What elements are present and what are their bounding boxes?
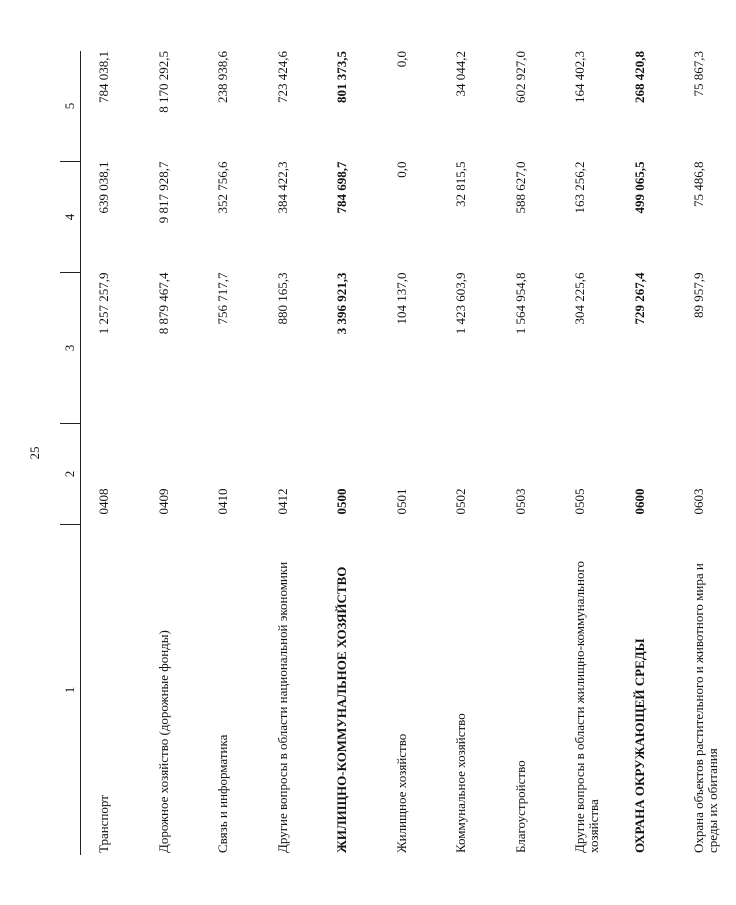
- row-value-col5: 75 867,3: [691, 51, 706, 97]
- row-value-col5: 0,0: [393, 51, 409, 68]
- row-value-col3: 756 717,7: [215, 272, 230, 325]
- row-value-col5: 801 373,5: [334, 51, 349, 103]
- table-header-row: [60, 51, 81, 855]
- row-value-col5: 268 420,8: [631, 51, 647, 103]
- row-name-cell: Другие вопросы в области жилищно-коммунального хозяйства: [572, 561, 601, 853]
- row-value-col4: 9 817 928,7: [155, 161, 171, 224]
- row-name-cell: Связь и информатика: [215, 734, 230, 853]
- row-value-col3: 1 423 603,9: [453, 272, 468, 335]
- row-name-cell: ЖИЛИЩНО-КОММУНАЛЬНОЕ ХОЗЯЙСТВО: [334, 566, 349, 853]
- row-value-col5: 784 038,1: [96, 51, 111, 103]
- row-value-col3: 729 267,4: [631, 272, 647, 325]
- row-value-col3: 1 257 257,9: [96, 272, 111, 335]
- row-value-col5: 8 170 292,5: [155, 51, 171, 113]
- row-value-col3: 304 225,6: [572, 272, 587, 325]
- row-value-col4: 588 627,0: [512, 161, 528, 214]
- row-code-cell: 0502: [453, 488, 468, 515]
- page-number: 25: [27, 446, 42, 460]
- row-value-col3: 880 165,3: [274, 272, 290, 325]
- row-value-col4: 384 422,3: [274, 161, 290, 214]
- row-value-col4: 75 486,8: [691, 161, 706, 207]
- row-name-cell: Дорожное хозяйство (дорожные фонды): [155, 630, 171, 853]
- row-value-col3: 3 396 921,3: [334, 272, 349, 335]
- row-code-cell: 0408: [96, 488, 111, 515]
- table-row: [498, 51, 558, 855]
- table-row: [260, 51, 320, 855]
- table-row: [676, 51, 736, 855]
- header-col-4: 4: [60, 162, 81, 273]
- row-code-cell: 0603: [691, 488, 706, 515]
- row-value-col5: 34 044,2: [453, 51, 468, 97]
- row-name-cell: Другие вопросы в области национальной экономики: [274, 561, 290, 853]
- table-row: [379, 51, 439, 855]
- row-value-col5: 238 938,6: [215, 51, 230, 103]
- row-value-col3: 104 137,0: [393, 272, 409, 325]
- row-name-cell: Коммунальное хозяйство: [453, 713, 468, 853]
- row-code-cell: 0501: [393, 488, 409, 515]
- header-col-1: 1: [60, 525, 81, 856]
- header-col-2: 2: [60, 424, 81, 525]
- budget-table: [60, 51, 736, 855]
- row-name-cell: Жилищное хозяйство: [393, 733, 409, 853]
- row-value-col4: 499 065,5: [631, 161, 647, 214]
- table-row: [557, 51, 617, 855]
- table-row: [141, 51, 201, 855]
- table-row: [319, 51, 379, 855]
- rotated-table-container: [60, 51, 720, 855]
- row-name-cell: Транспорт: [96, 795, 111, 853]
- row-name-cell: ОХРАНА ОКРУЖАЮЩЕЙ СРЕДЫ: [631, 638, 647, 853]
- row-code-cell: 0503: [512, 488, 528, 515]
- row-value-col4: 784 698,7: [334, 161, 349, 214]
- row-value-col5: 723 424,6: [274, 51, 290, 103]
- row-value-col5: 164 402,3: [572, 51, 587, 103]
- table-row: [200, 51, 260, 855]
- row-code-cell: 0409: [155, 488, 171, 515]
- row-value-col4: 639 038,1: [96, 161, 111, 214]
- header-col-3: 3: [60, 273, 81, 424]
- row-value-col4: 32 815,5: [453, 161, 468, 207]
- row-code-cell: 0410: [215, 488, 230, 515]
- row-code-cell: 0505: [572, 488, 587, 515]
- row-value-col4: 352 756,6: [215, 161, 230, 214]
- row-value-col4: 163 256,2: [572, 161, 587, 214]
- table-body: [81, 51, 736, 855]
- row-name-cell: Охрана объектов растительного и животного мира и среды их обитания: [691, 563, 720, 853]
- row-code-cell: 0500: [334, 488, 349, 515]
- row-value-col3: 8 879 467,4: [155, 272, 171, 335]
- row-value-col5: 602 927,0: [512, 51, 528, 103]
- table-row: [81, 51, 141, 855]
- table-row: [617, 51, 677, 855]
- row-value-col4: 0,0: [393, 161, 409, 178]
- table-row: [438, 51, 498, 855]
- row-code-cell: 0412: [274, 488, 290, 515]
- row-value-col3: 89 957,9: [691, 272, 706, 318]
- header-col-5: 5: [60, 51, 81, 162]
- row-value-col3: 1 564 954,8: [512, 272, 528, 335]
- row-code-cell: 0600: [631, 488, 647, 515]
- row-name-cell: Благоустройство: [512, 760, 528, 853]
